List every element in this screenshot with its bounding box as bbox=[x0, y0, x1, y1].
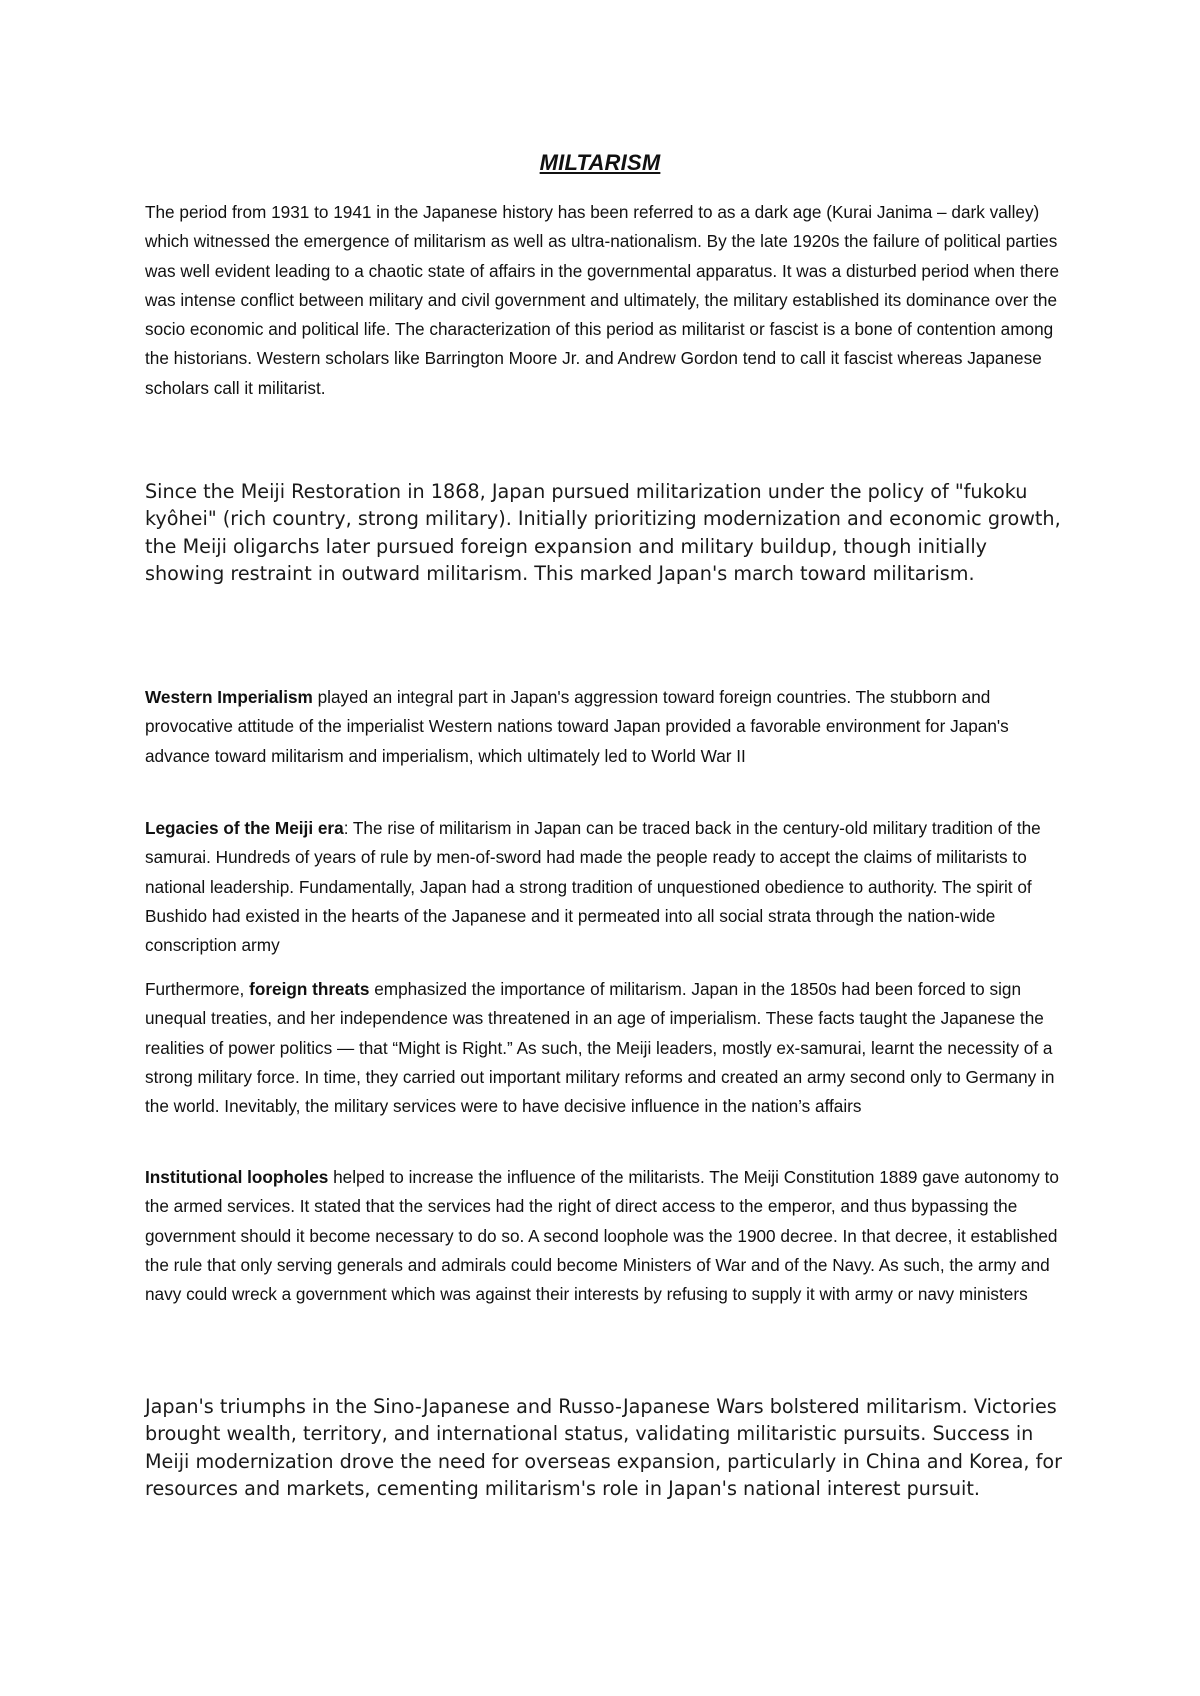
paragraph-heading: Institutional loopholes bbox=[145, 1167, 329, 1187]
paragraph-heading: foreign threats bbox=[249, 979, 370, 999]
paragraph-text: : The rise of militarism in Japan can be traced back in the century-old military tradition of the samurai. Hundreds of years of rule by men-of-sword had made the people ready to accept the claims of militarists to national leadership. Fundamentally, Japan had a strong tradition of unquestioned obedience to authority. The spirit of Bushido had existed in the hearts of the Japanese and it permeated into all social strata through the nation-wide conscription army bbox=[145, 818, 1041, 956]
paragraph-text: emphasized the importance of militarism. Japan in the 1850s had been forced to sign unequal treaties, and her independence was threatened in an age of imperialism. These facts taught the Japanese the realities of power politics — that “Might is Right.” As such, the Meiji leaders, mostly ex-samurai, learnt the necessity of a strong military force. In time, they carried out important military reforms and created an army second only to Germany in the world. Inevitably, the military services were to have decisive influence in the nation’s affairs bbox=[145, 979, 1055, 1117]
paragraph-text: helped to increase the influence of the militarists. The Meiji Constitution 1889 gave autonomy to the armed services. It stated that the services had the right of direct access to the emperor, and thus bypassing the government should it become necessary to do so. A second loophole was the 1900 decree. In that decree, it established the rule that only serving generals and admirals could become Ministers of War and of the Navy. As such, the army and navy could wreck a government which was against their interests by refusing to supply it with army or navy ministers bbox=[145, 1167, 1059, 1305]
paragraph-heading: Western Imperialism bbox=[145, 687, 313, 707]
paragraph-dark-valley bbox=[145, 198, 1060, 403]
paragraph-text: Since the Meiji Restoration in 1868, Japan pursued militarization under the policy of "fukoku kyôhei" (rich country, strong military). Initially prioritizing modernization and economic growth, the Meiji oligarchs later pursued foreign expansion and military buildup, though initially showing restraint in outward militarism. This marked Japan's march toward militarism. bbox=[145, 480, 1061, 586]
document-title: MILTARISM bbox=[539, 150, 661, 175]
paragraph-institutional-loopholes bbox=[145, 1163, 1060, 1309]
paragraph-war-triumphs bbox=[145, 1393, 1065, 1503]
paragraph-foreign-threats bbox=[145, 975, 1060, 1121]
paragraph-text: played an integral part in Japan's aggression toward foreign countries. The stubborn and provocative attitude of the imperialist Western nations toward Japan provided a favorable environment for Japan's advance toward militarism and imperialism, which ultimately led to World War II bbox=[145, 687, 1009, 766]
paragraph-heading: Legacies of the Meiji era bbox=[145, 818, 344, 838]
paragraph-text: The period from 1931 to 1941 in the Japanese history has been referred to as a dark age (Kurai Janima – dark valley) which witnessed the emergence of militarism as well as ultra-nationalism. By the late 1920s the failure of political parties was well evident leading to a chaotic state of affairs in the governmental apparatus. It was a disturbed period when there was intense conflict between military and civil government and ultimately, the military established its dominance over the socio economic and political life. The characterization of this period as militarist or fascist is a bone of contention among the historians. Western scholars like Barrington Moore Jr. and Andrew Gordon tend to call it fascist whereas Japanese scholars call it militarist. bbox=[145, 202, 1060, 398]
paragraph-meiji-legacies bbox=[145, 814, 1060, 960]
paragraph-western-imperialism bbox=[145, 683, 1060, 771]
paragraph-text: Japan's triumphs in the Sino-Japanese and Russo-Japanese Wars bolstered militarism. Victories brought wealth, territory, and international status, validating militaristic pursuits. Success in Meiji modernization drove the need for overseas expansion, particularly in China and Korea, for resources and markets, cementing militarism's role in Japan's national interest pursuit. bbox=[145, 1395, 1062, 1501]
paragraph-meiji-restoration bbox=[145, 478, 1065, 588]
paragraph-lead-in: Furthermore, bbox=[145, 979, 250, 999]
